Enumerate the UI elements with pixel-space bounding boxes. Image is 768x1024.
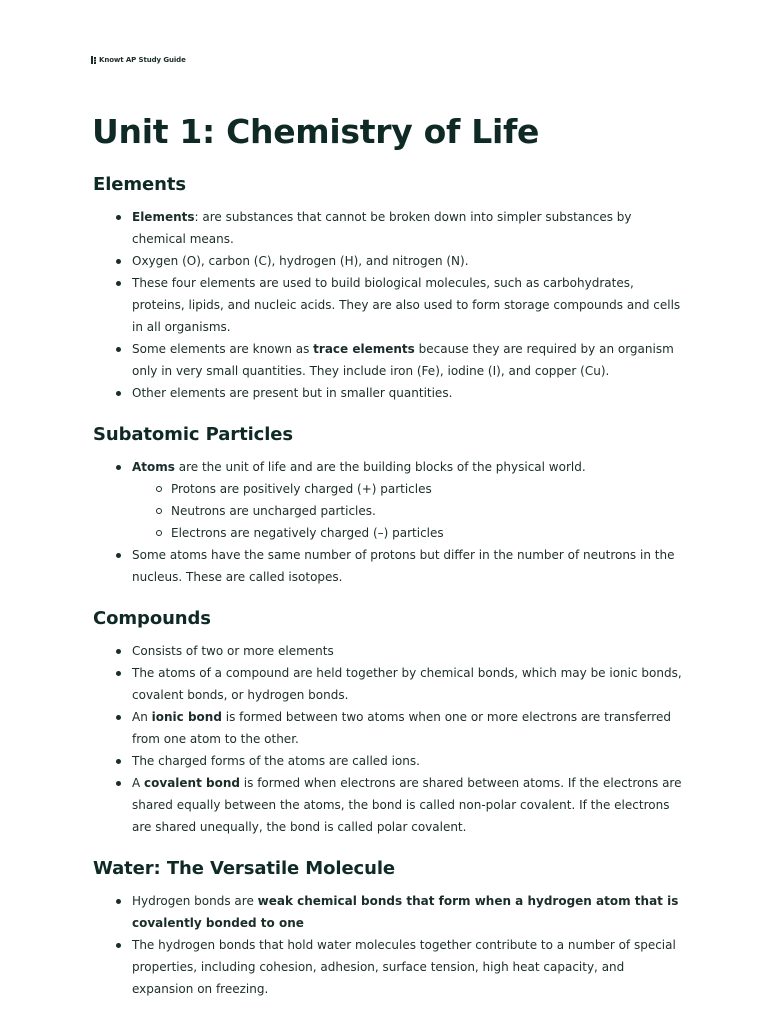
list-item bbox=[93, 706, 683, 750]
list-item bbox=[93, 934, 683, 1000]
list-item bbox=[93, 772, 683, 838]
list-item bbox=[93, 456, 683, 544]
bold-term: Elements bbox=[132, 210, 195, 224]
sub-list-item: Neutrons are uncharged particles. bbox=[132, 500, 683, 522]
bold-term: weak chemical bonds that form when a hydrogen atom that is covalently bonded to one bbox=[132, 894, 679, 930]
study-guide-content bbox=[93, 172, 683, 1018]
bullet-list bbox=[93, 206, 683, 404]
list-item bbox=[93, 544, 683, 588]
bullet-list bbox=[93, 890, 683, 1000]
list-item bbox=[93, 272, 683, 338]
list-item bbox=[93, 662, 683, 706]
section-subatomic-particles bbox=[93, 422, 683, 588]
bullet-list bbox=[93, 640, 683, 838]
bold-term: covalent bond bbox=[144, 776, 240, 790]
study-guide-header bbox=[91, 56, 186, 64]
list-item bbox=[93, 890, 683, 934]
list-item bbox=[93, 640, 683, 662]
item-text: The atoms of a compound are held together by chemical bonds, which may be ionic bonds, covalent bonds, or hydrogen bonds. bbox=[132, 666, 682, 702]
item-text: A bbox=[132, 776, 145, 790]
bold-term: ionic bond bbox=[151, 710, 222, 724]
list-item bbox=[93, 750, 683, 772]
item-text: is formed between two atoms when one or more electrons are transferred from one atom to the other. bbox=[132, 710, 671, 746]
item-text: is formed when electrons are shared between atoms. If the electrons are shared equally between the atoms, the bond is called non-polar covalent. If the electrons are shared unequally, the bond is called polar covalent. bbox=[132, 776, 682, 834]
bold-term: trace elements bbox=[313, 342, 415, 356]
list-item bbox=[93, 338, 683, 382]
section-heading: Water: The Versatile Molecule bbox=[93, 858, 396, 879]
section-compounds bbox=[93, 606, 683, 838]
list-item bbox=[93, 206, 683, 250]
item-text: are the unit of life and are the building blocks of the physical world. bbox=[174, 460, 586, 474]
item-text: : are substances that cannot be broken down into simpler substances by chemical means. bbox=[132, 210, 632, 246]
sub-bullet-list bbox=[132, 478, 683, 544]
bullet-list bbox=[93, 456, 683, 588]
item-text: These four elements are used to build biological molecules, such as carbohydrates, proteins, lipids, and nucleic acids. They are also used to form storage compounds and cells in all organisms. bbox=[132, 276, 681, 334]
brand-label: Knowt AP Study Guide bbox=[99, 56, 186, 64]
section-heading: Compounds bbox=[93, 608, 211, 629]
item-text: Consists of two or more elements bbox=[132, 644, 334, 658]
item-text: because they are required by an organism only in very small quantities. They include iron (Fe), iodine (I), and copper (Cu). bbox=[132, 342, 674, 378]
item-text: Other elements are present but in smaller quantities. bbox=[132, 386, 453, 400]
section-heading: Subatomic Particles bbox=[93, 424, 294, 445]
bold-term: Atoms bbox=[132, 460, 175, 474]
sub-list-item: Electrons are negatively charged (–) particles bbox=[132, 522, 683, 544]
item-text: Oxygen (O), carbon (C), hydrogen (H), and nitrogen (N). bbox=[132, 254, 469, 268]
item-text: Some atoms have the same number of protons but differ in the number of neutrons in the nucleus. These are called isotopes. bbox=[132, 548, 675, 584]
list-item bbox=[93, 382, 683, 404]
item-text: Hydrogen bonds are bbox=[132, 894, 258, 908]
item-text: An bbox=[132, 710, 152, 724]
item-text: The hydrogen bonds that hold water molecules together contribute to a number of special properties, including cohesion, adhesion, surface tension, high heat capacity, and expansion on freezing. bbox=[132, 938, 676, 996]
section-elements bbox=[93, 172, 683, 404]
section-water-the-versatile-molecule bbox=[93, 856, 683, 1000]
item-text: Some elements are known as bbox=[132, 342, 314, 356]
sub-list-item: Protons are positively charged (+) particles bbox=[132, 478, 683, 500]
list-item bbox=[93, 250, 683, 272]
item-text: The charged forms of the atoms are called ions. bbox=[132, 754, 420, 768]
knowt-logo-icon bbox=[91, 56, 96, 64]
page-title: Unit 1: Chemistry of Life bbox=[92, 112, 540, 151]
section-heading: Elements bbox=[93, 174, 186, 195]
